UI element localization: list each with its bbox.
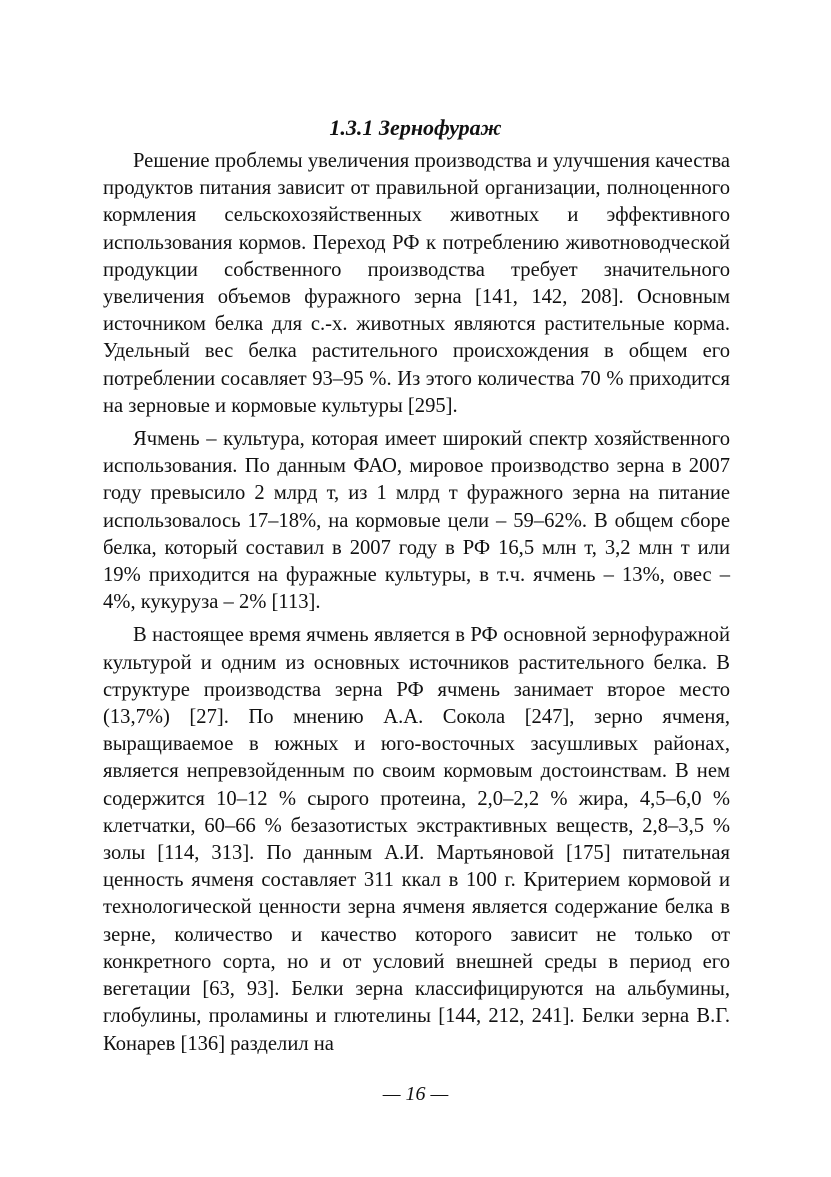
paragraph-2: Ячмень – культура, которая имеет широкий спектр хозяйственного использования. По данным ФАО, мировое производство зерна в 2007 году превысило 2 млрд т, из 1 млрд т фуражного зерна на питание использовалось 17–18%, на кормовые цели – 59–62%. В общем сборе белка, который составил в 2007 году в РФ 16,5 млн т, 3,2 млн т или 19% приходится на фуражные культуры, в т.ч. ячмень – 13%, овес – 4%, кукуруза – 2% [113]. bbox=[103, 428, 730, 614]
page-number: — 16 — bbox=[382, 1083, 449, 1105]
paragraph-1: Решение проблемы увеличения производства и улучшения качества продуктов питания зависит от правильной организации, полноценного кормления сельскохозяйственных животных и эффективного использования кормов. Переход РФ к потреблению животноводческой продукции собственного производства требует значительного увеличения объемов фуражного зерна [141, 142, 208]. Основным источником белка для с.-х. животных являются растительные корма. Удельный вес белка растительного происхождения в общем его потреблении сосавляет 93–95 %. Из этого количества 70 % приходится на зерновые и кормовые культуры [295]. bbox=[103, 150, 730, 417]
section-heading: 1.3.1 Зернофураж bbox=[329, 115, 502, 140]
body-text bbox=[103, 148, 730, 1058]
paragraph-3: В настоящее время ячмень является в РФ основной зернофуражной культурой и одним из основных источников растительного белка. В структуре производства зерна РФ ячмень занимает второе место (13,7%) [27]. По мнению А.А. Сокола [247], зерно ячменя, выращиваемое в южных и юго-восточных засушливых районах, является непревзойденным по своим кормовым достоинствам. В нем содержится 10–12 % сырого протеина, 2,0–2,2 % жира, 4,5–6,0 % клетчатки, 60–66 % безазотистых экстрактивных веществ, 2,8–3,5 % золы [114, 313]. По данным А.И. Мартьяновой [175] питательная ценность ячменя составляет 311 ккал в 100 г. Критерием кормовой и технологической ценности зерна ячменя является содержание белка в зерне, количество и качество которого зависит не только от конкретного сорта, но и от условий внешней среды в период его вегетации [63, 93]. Белки зерна классифицируются на альбумины, глобулины, проламины и глютелины [144, 212, 241]. Белки зерна В.Г. Конарев [136] разделил на bbox=[103, 624, 730, 1055]
